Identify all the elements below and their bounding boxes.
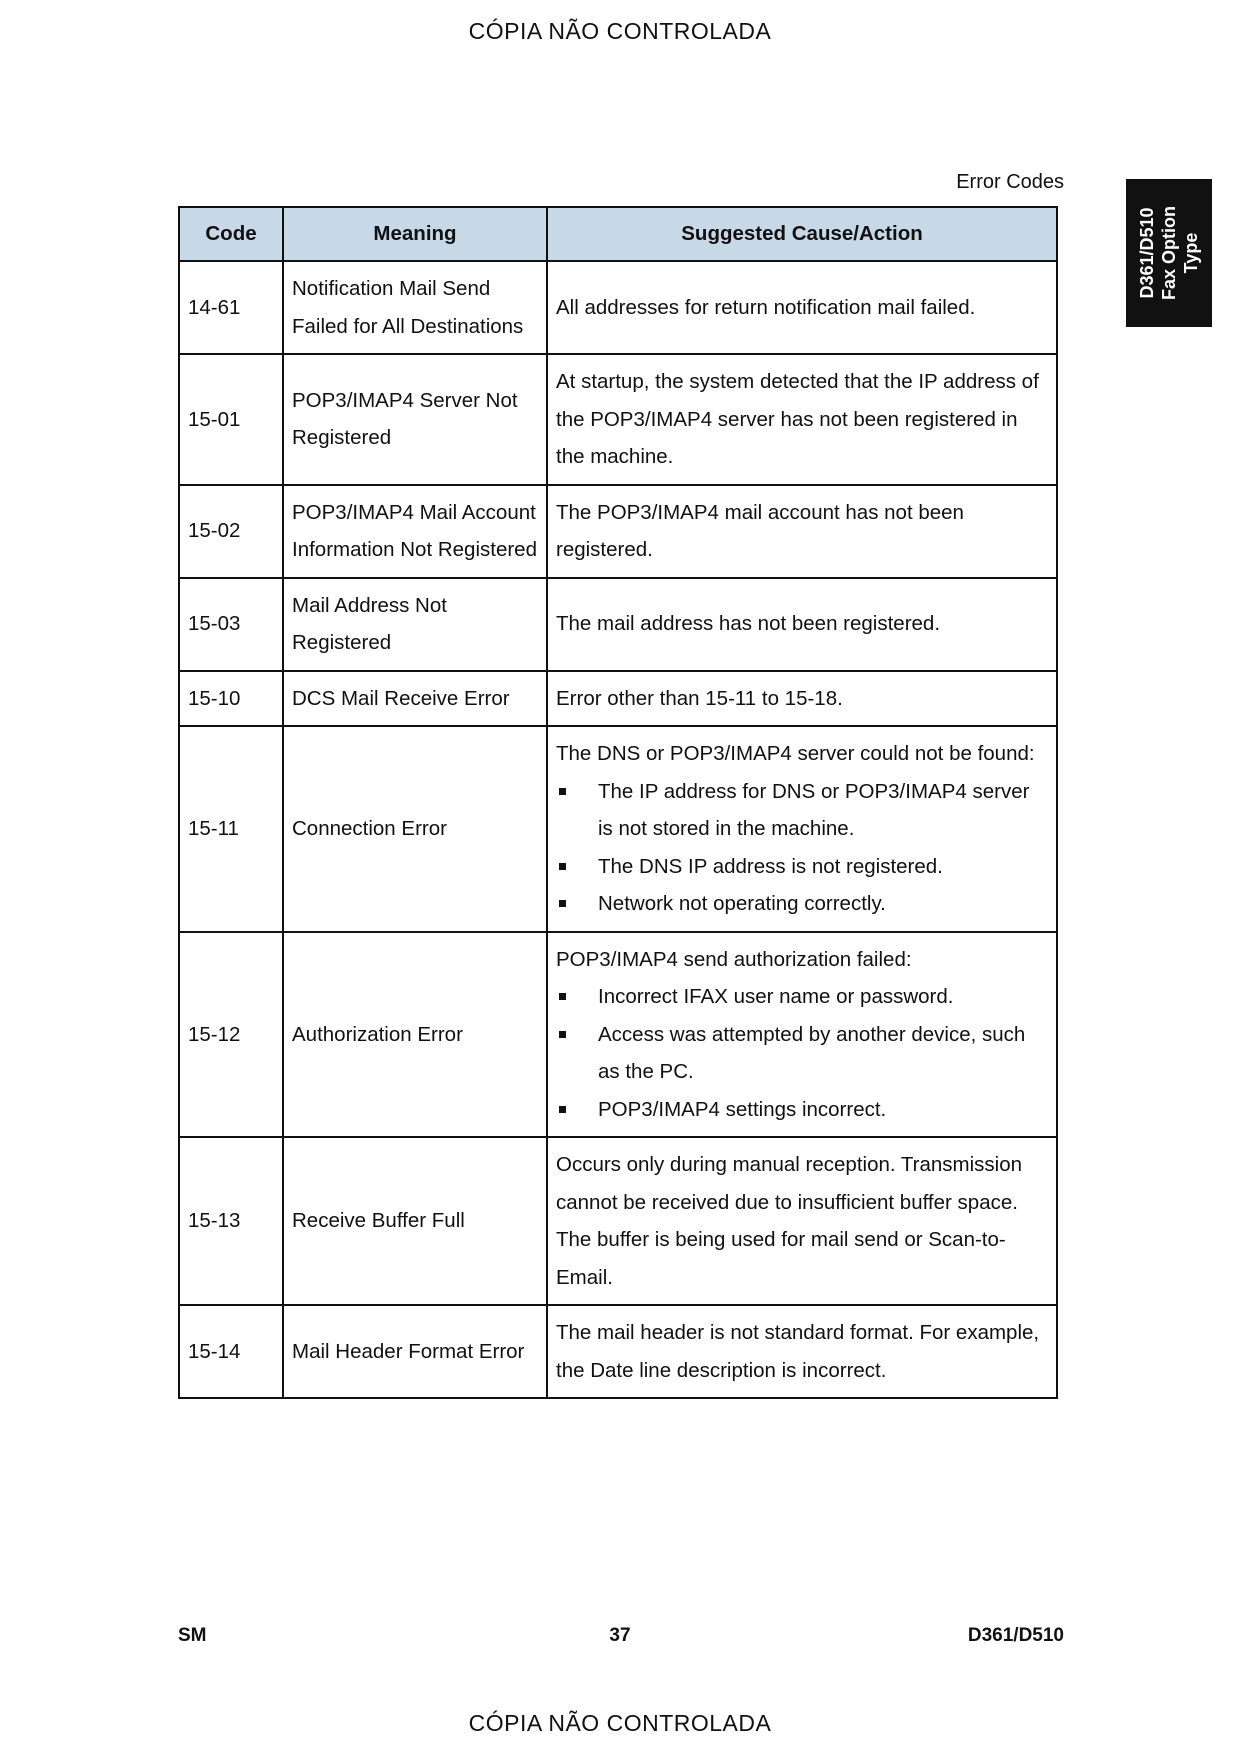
action-text: The DNS or POP3/IMAP4 server could not be found: bbox=[556, 742, 1035, 765]
action-bullet-item: The IP address for DNS or POP3/IMAP4 server is not stored in the machine. bbox=[556, 773, 1048, 848]
error-code-cell: 15-03 bbox=[179, 578, 283, 671]
action-bullet-list bbox=[556, 978, 1048, 1128]
table-row bbox=[179, 726, 1057, 932]
action-text: All addresses for return notification mail failed. bbox=[556, 295, 976, 319]
action-bullet-item: Incorrect IFAX user name or password. bbox=[556, 978, 1048, 1016]
meaning-cell: Connection Error bbox=[283, 726, 547, 932]
footer-manual-id: SM bbox=[178, 1625, 207, 1646]
error-code-cell: 15-12 bbox=[179, 932, 283, 1138]
action-text: Occurs only during manual reception. Transmission cannot be received due to insufficient buffer space. The buffer is being used for mail send or Scan-to-Email. bbox=[556, 1153, 1023, 1289]
table-row bbox=[179, 1137, 1057, 1305]
table-row bbox=[179, 578, 1057, 671]
meaning-cell: DCS Mail Receive Error bbox=[283, 671, 547, 727]
action-cell bbox=[547, 1305, 1057, 1398]
action-bullet-item: Network not operating correctly. bbox=[556, 885, 1048, 923]
action-cell bbox=[547, 578, 1057, 671]
section-title: Error Codes bbox=[956, 171, 1064, 193]
action-bullet-list bbox=[556, 773, 1048, 923]
error-code-cell: 15-02 bbox=[179, 485, 283, 578]
action-text: The mail address has not been registered. bbox=[556, 612, 941, 636]
error-code-cell: 15-14 bbox=[179, 1305, 283, 1398]
watermark-bottom: CÓPIA NÃO CONTROLADA bbox=[468, 1710, 772, 1736]
meaning-cell: POP3/IMAP4 Server Not Registered bbox=[283, 354, 547, 485]
side-tab bbox=[1126, 179, 1212, 327]
table-body bbox=[179, 261, 1057, 1398]
action-cell bbox=[547, 1137, 1057, 1305]
side-tab-line: Fax Option bbox=[1159, 206, 1179, 300]
table-row bbox=[179, 932, 1057, 1138]
action-bullet-item: Access was attempted by another device, such as the PC. bbox=[556, 1016, 1048, 1091]
side-tab-label bbox=[1136, 179, 1202, 327]
meaning-cell: Authorization Error bbox=[283, 932, 547, 1138]
action-text: Error other than 15-11 to 15-18. bbox=[556, 686, 843, 710]
side-tab-line: D361/D510 bbox=[1137, 207, 1157, 299]
header-code: Code bbox=[179, 207, 283, 261]
table-row bbox=[179, 1305, 1057, 1398]
side-tab-line: Type bbox=[1181, 232, 1201, 274]
page-number: 37 bbox=[609, 1625, 631, 1646]
header-meaning: Meaning bbox=[283, 207, 547, 261]
error-code-cell: 14-61 bbox=[179, 261, 283, 354]
action-bullet-item: POP3/IMAP4 settings incorrect. bbox=[556, 1091, 1048, 1129]
action-text: The POP3/IMAP4 mail account has not been registered. bbox=[556, 500, 964, 561]
error-code-cell: 15-13 bbox=[179, 1137, 283, 1305]
action-text: POP3/IMAP4 send authorization failed: bbox=[556, 947, 912, 971]
action-cell bbox=[547, 485, 1057, 578]
table-row bbox=[179, 671, 1057, 727]
meaning-cell: Notification Mail Send Failed for All Destinations bbox=[283, 261, 547, 354]
footer-model: D361/D510 bbox=[967, 1625, 1064, 1646]
meaning-cell: POP3/IMAP4 Mail Account Information Not Registered bbox=[283, 485, 547, 578]
meaning-cell: Receive Buffer Full bbox=[283, 1137, 547, 1305]
action-cell bbox=[547, 671, 1057, 727]
table-row bbox=[179, 261, 1057, 354]
error-code-cell: 15-10 bbox=[179, 671, 283, 727]
table-row bbox=[179, 485, 1057, 578]
action-cell bbox=[547, 354, 1057, 485]
watermark-top: CÓPIA NÃO CONTROLADA bbox=[468, 18, 772, 44]
action-cell bbox=[547, 726, 1057, 932]
meaning-cell: Mail Address Not Registered bbox=[283, 578, 547, 671]
error-codes-table bbox=[178, 206, 1058, 1399]
action-text: The mail header is not standard format. For example, the Date line description is incorrect. bbox=[556, 1321, 1040, 1382]
error-code-cell: 15-01 bbox=[179, 354, 283, 485]
meaning-cell: Mail Header Format Error bbox=[283, 1305, 547, 1398]
header-action: Suggested Cause/Action bbox=[547, 207, 1057, 261]
error-code-cell: 15-11 bbox=[179, 726, 283, 932]
action-bullet-item: The DNS IP address is not registered. bbox=[556, 848, 1048, 886]
action-cell bbox=[547, 932, 1057, 1138]
table-row bbox=[179, 354, 1057, 485]
action-text: At startup, the system detected that the IP address of the POP3/IMAP4 server has not been registered in the machine. bbox=[556, 370, 1039, 468]
table-header-row bbox=[179, 207, 1057, 261]
action-cell bbox=[547, 261, 1057, 354]
